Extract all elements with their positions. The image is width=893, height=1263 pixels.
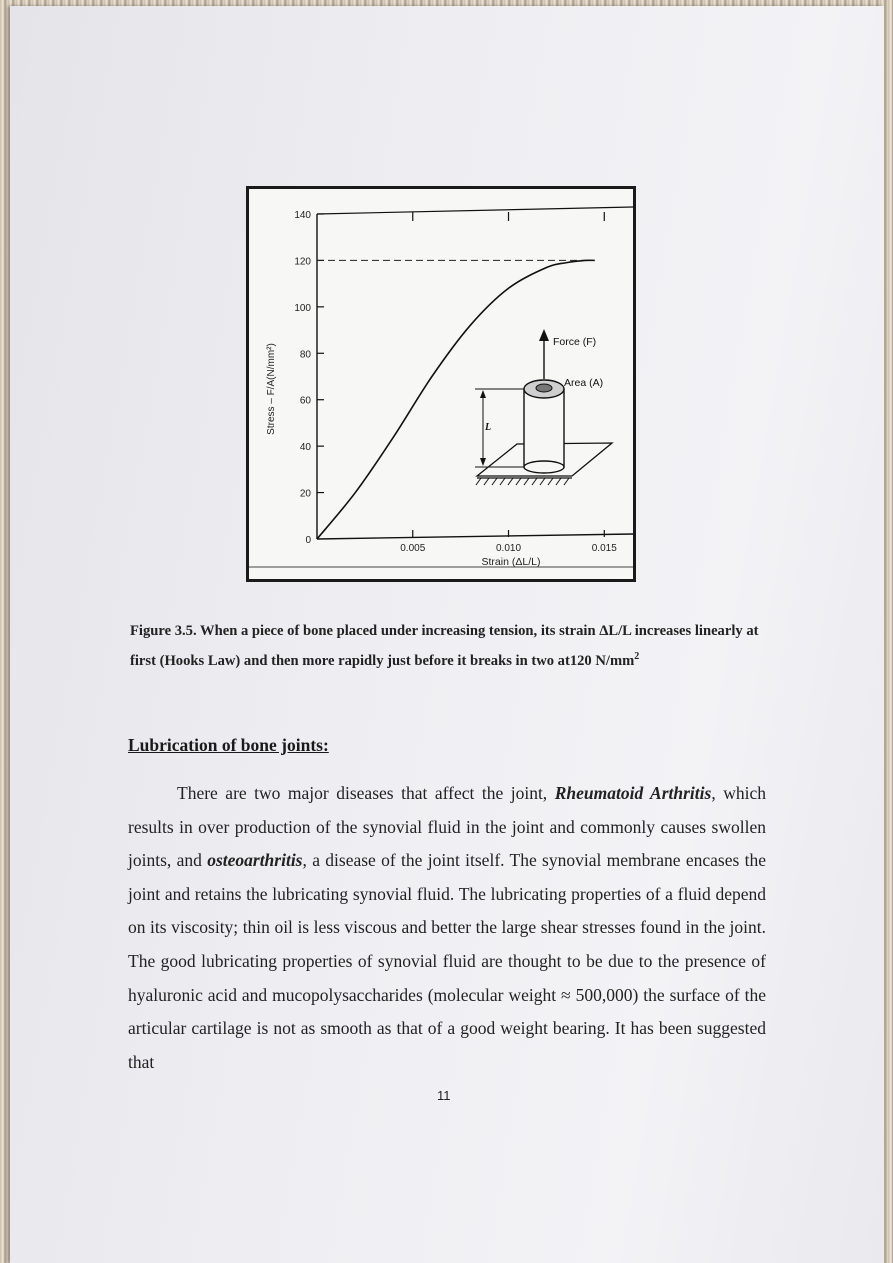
body-paragraph xyxy=(128,777,766,1079)
paragraph-segment-emphasis: Rheumatoid Arthritis xyxy=(554,783,712,803)
x-axis-line xyxy=(317,534,633,539)
length-label: L xyxy=(485,422,492,433)
y-tick-label: 80 xyxy=(299,349,311,361)
length-arrow-down xyxy=(480,458,486,466)
y-axis-label: Stress – F/A(N/mm²) xyxy=(266,343,277,435)
hatch-line xyxy=(556,478,561,485)
caption-text: When a piece of bone placed under increasing tension, its strain ΔL/L increases linearly at first (Hooks Law) and then more rapidly just before it breaks in two at120 N/mm xyxy=(130,623,759,669)
y-tick-label: 140 xyxy=(294,210,311,221)
bone-specimen-illustration xyxy=(475,329,612,485)
area-label: Area (A) xyxy=(564,377,604,389)
hatch-line xyxy=(548,478,553,485)
bone-cylinder-base xyxy=(524,461,564,473)
x-tick-label: 0.015 xyxy=(591,543,617,554)
force-label: Force (F) xyxy=(553,336,597,348)
y-tick-label: 20 xyxy=(299,488,311,500)
y-tick-label: 100 xyxy=(294,302,311,314)
hatch-line xyxy=(540,478,545,485)
y-tick-label: 120 xyxy=(294,256,311,268)
hatch-line xyxy=(500,478,505,485)
hatch-line xyxy=(484,478,489,485)
y-tick-label: 40 xyxy=(299,442,311,454)
hatch-line xyxy=(492,478,497,485)
paragraph-segment: , a disease of the joint itself. The synovial membrane encases the joint and retains the lubricating synovial fluid. The lubricating properties of a fluid depend on its viscosity; thin oil is less viscous and better the large shear stresses found in the joint. The good lubricating properties of synovial fluid are thought to be due to the presence of hyaluronic acid and mucopolysaccharides (molecular weight ≈ 500,000) the surface of the articular cartilage is not as smooth as that of a good weight bearing. It has been suggested that xyxy=(128,850,766,1072)
length-arrow-up xyxy=(480,390,486,398)
x-tick-label: 0.010 xyxy=(495,543,522,554)
force-arrow-head xyxy=(539,329,549,341)
paragraph-segment: There are two major diseases that affect the joint, xyxy=(177,783,555,803)
hatch-line xyxy=(516,478,521,485)
page-number: 11 xyxy=(437,1088,451,1103)
hatch-line xyxy=(564,478,569,485)
hatch-line xyxy=(532,478,537,485)
paragraph-segment: , which results in over production of the synovial fluid in the joint and commonly causes swollen joints, and xyxy=(128,783,766,871)
top-frame-line xyxy=(317,207,633,214)
caption-superscript: 2 xyxy=(634,651,640,662)
y-tick-label: 0 xyxy=(305,535,311,546)
base-hatching xyxy=(476,478,572,485)
y-tick-label: 60 xyxy=(299,395,311,407)
x-tick-label: 0.005 xyxy=(400,543,426,554)
x-axis-label: Strain (ΔL/L) xyxy=(481,556,541,568)
figure-stress-strain xyxy=(246,186,636,582)
paragraph-segment-emphasis: osteoarthritis xyxy=(207,850,303,871)
hatch-line xyxy=(508,478,513,485)
paragraph-text xyxy=(128,777,766,1079)
hatch-line xyxy=(524,478,529,485)
bone-cross-section-area xyxy=(536,384,552,392)
top-axis-ticks xyxy=(413,212,605,221)
bone-cylinder xyxy=(524,389,564,467)
section-heading: Lubrication of bone joints: xyxy=(128,735,329,755)
hatch-line xyxy=(476,478,481,485)
stress-strain-chart xyxy=(249,189,633,579)
figure-caption xyxy=(130,618,780,674)
x-axis-ticks xyxy=(400,530,617,554)
caption-label: Figure 3.5. xyxy=(130,623,197,639)
